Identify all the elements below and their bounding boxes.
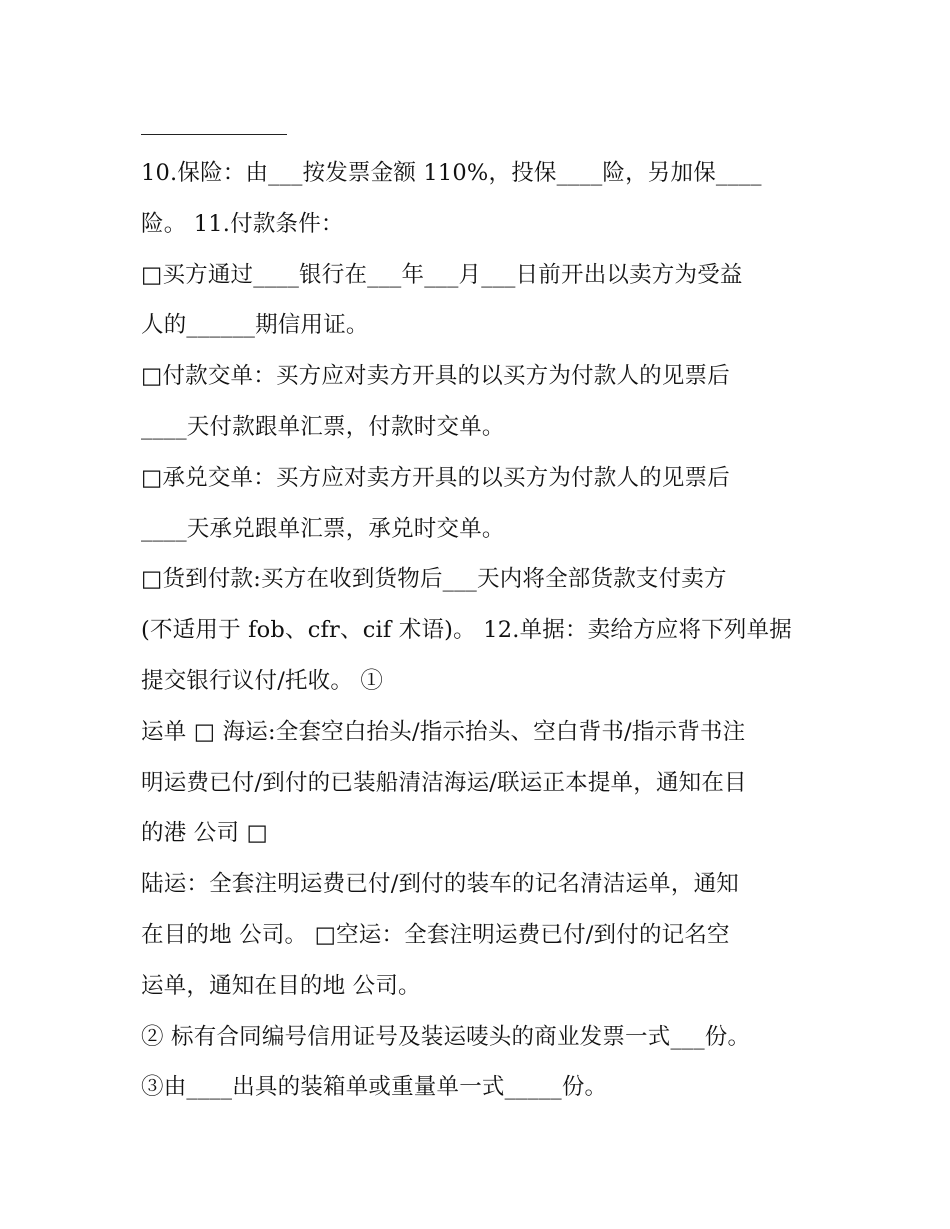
text-line-documents-heading: (不适用于 fob、cfr、cif 术语)。 12.单据：卖给方应将下列单据: [141, 617, 792, 644]
text-line-payment-terms-heading: 险。 11.付款条件：: [141, 210, 344, 237]
text-line-documents-against-acceptance-cont: ____天承兑跟单汇票，承兑时交单。: [141, 515, 505, 542]
text-line-packing-list: ③由____出具的装箱单或重量单一式_____份。: [141, 1074, 608, 1101]
text-line-documents-against-payment-cont: ____天付款跟单汇票，付款时交单。: [141, 413, 505, 440]
text-line-cash-on-delivery: □货到付款:买方在收到货物后___天内将全部货款支付卖方: [141, 566, 727, 593]
text-line-documents-against-acceptance: □承兑交单：买方应对卖方开具的以买方为付款人的见票后: [141, 464, 730, 491]
text-line-letter-of-credit-cont: 人的______期信用证。: [141, 312, 369, 339]
text-line-sea-transport: 运单 □ 海运:全套空白抬头/指示抬头、空白背书/指示背书注: [141, 718, 746, 745]
text-line-land-transport: 陆运：全套注明运费已付/到付的装车的记名清洁运单，通知: [141, 871, 739, 898]
text-line-sea-transport-port: 的港 公司 □: [141, 820, 268, 847]
text-line-letter-of-credit: □买方通过____银行在___年___月___日前开出以卖方为受益: [141, 261, 743, 288]
text-line-commercial-invoice: ② 标有合同编号信用证号及装运唛头的商业发票一式___份。: [141, 1023, 751, 1050]
top-divider-line: [141, 134, 287, 135]
text-line-documents-submission: 提交银行议付/托收。 ①: [141, 667, 384, 694]
text-line-insurance: 10.保险：由___按发票金额 110%，投保____险，另加保____: [141, 160, 762, 186]
text-line-documents-against-payment: □付款交单：买方应对卖方开具的以买方为付款人的见票后: [141, 363, 730, 390]
text-line-air-transport-cont: 运单，通知在目的地 公司。: [141, 972, 421, 999]
text-line-sea-transport-cont: 明运费已付/到付的已装船清洁海运/联运正本提单，通知在目: [141, 769, 747, 796]
document-body: [141, 148, 821, 1113]
text-line-air-transport: 在目的地 公司。 □空运：全套注明运费已付/到付的记名空: [141, 921, 730, 948]
